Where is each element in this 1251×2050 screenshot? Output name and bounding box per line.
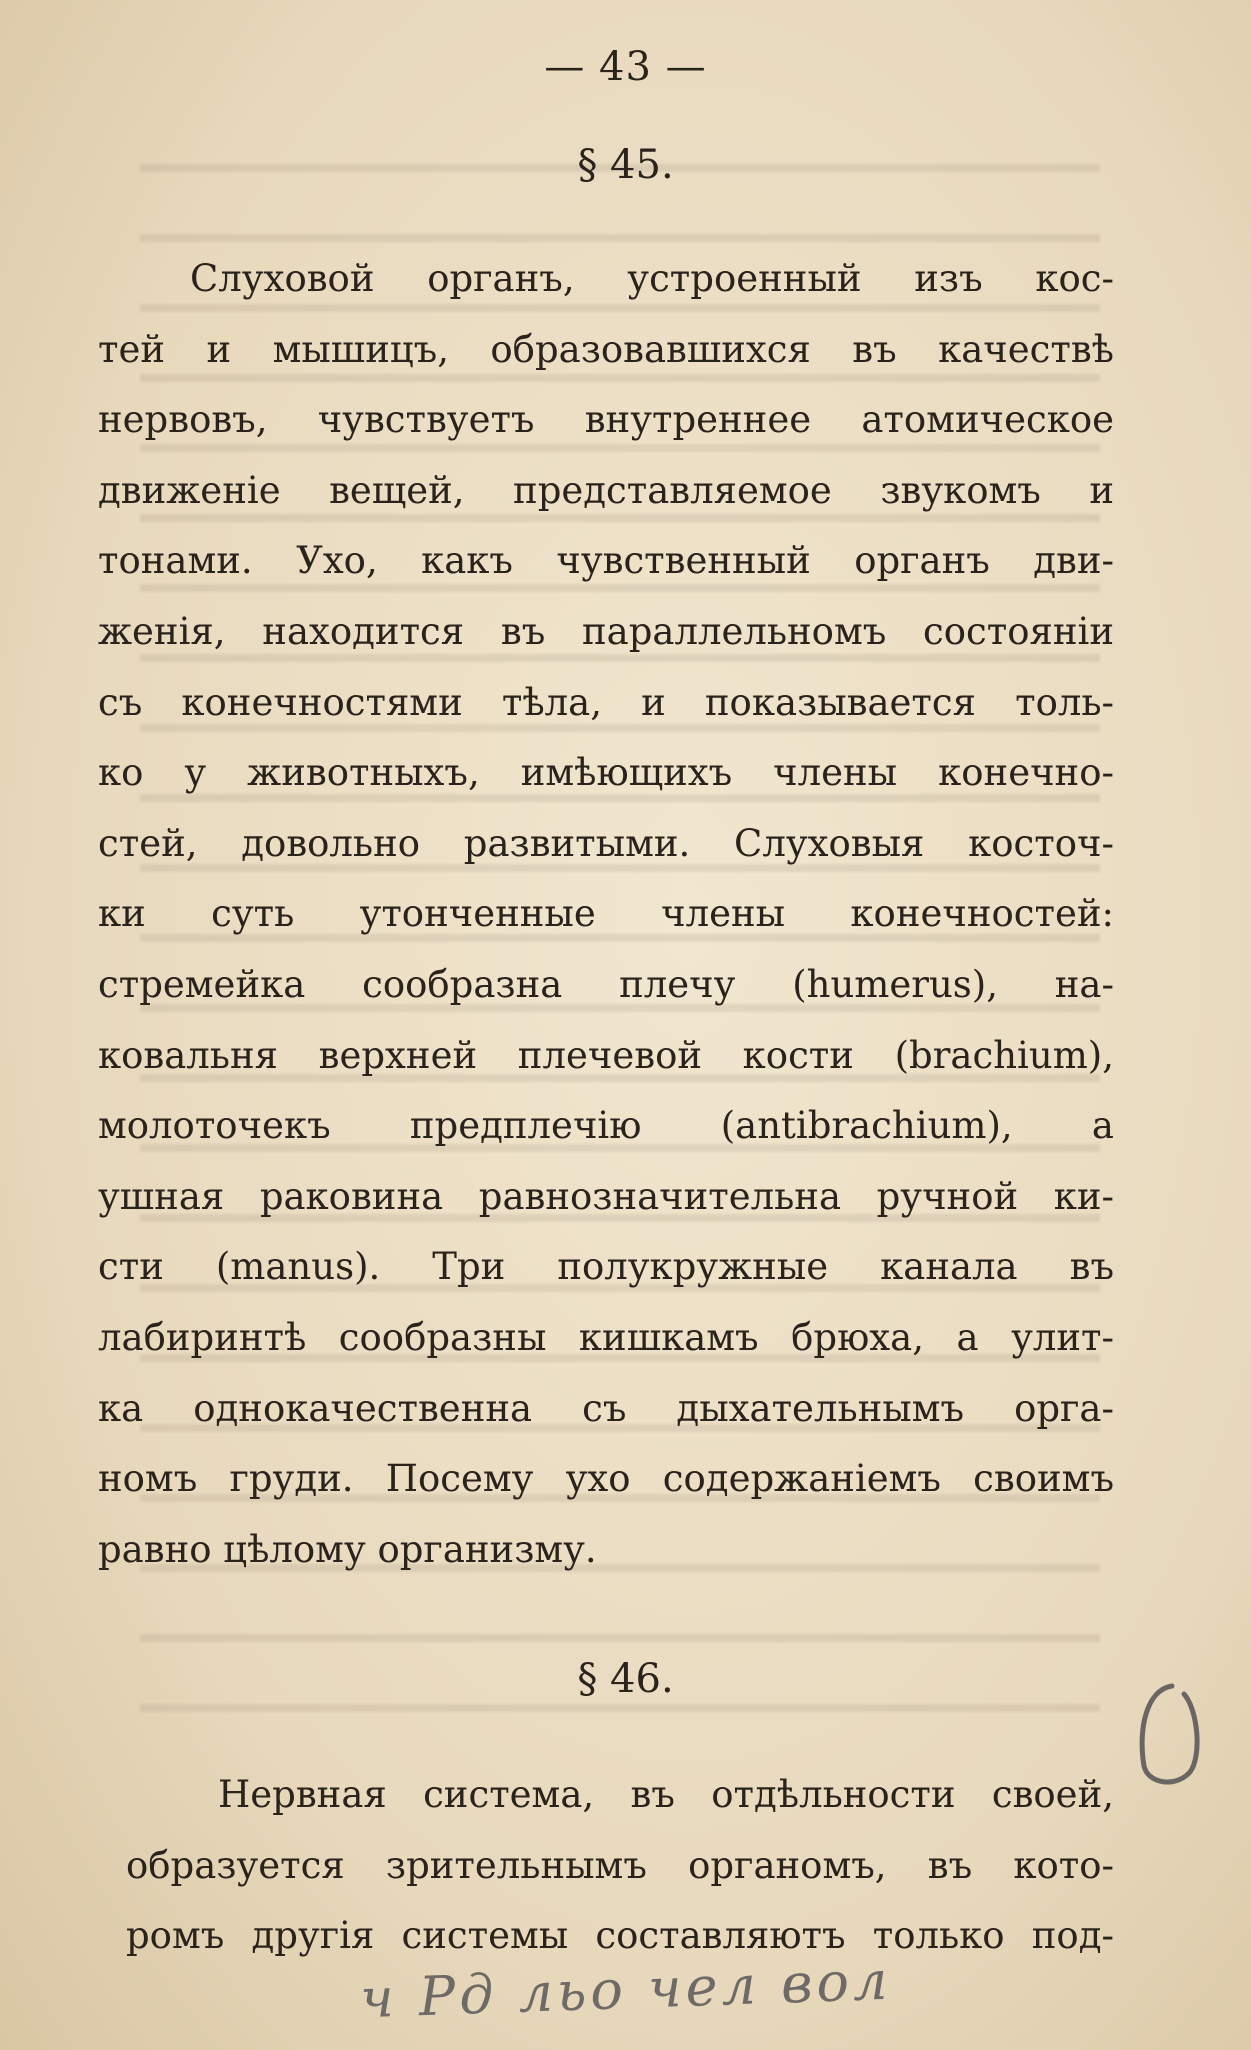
text-line: ки суть утонченные члены конечностей: [98,892,1114,936]
text-line: ушная раковина равнозначительна ручной ки- [98,1174,1114,1218]
handwritten-note: ч Рд льо чел вол [359,1948,893,2031]
text-line: сти (manus). Три полукружные канала въ [98,1245,1114,1289]
text-line: образуется зрительнымъ органомъ, въ кото- [126,1843,1114,1887]
text-line: ка однокачественна съ дыхательнымъ орга- [98,1386,1114,1430]
text-line: движенie вещей, представляемое звукомъ и [98,468,1114,512]
text-line: номъ груди. Посему ухо содержанiемъ своимъ [98,1457,1114,1501]
text-line: тонами. Ухо, какъ чувственный органъ дви- [98,539,1114,583]
text-line: лабиринтѣ сообразны кишкамъ брюха, а улит- [98,1315,1114,1359]
section-heading-46: § 46. [577,1656,674,1702]
text-line: стей, довольно развитыми. Слуховыя косточ- [98,821,1114,865]
text-line: женiя, находится въ параллельномъ состоянiи [98,609,1114,653]
text-line: тей и мышицъ, образовавшихся въ качествѣ [98,327,1114,371]
text-line: стремейка сообразна плечу (humerus), на- [98,962,1114,1006]
text-line: Слуховой органъ, устроенный изъ кос- [190,257,1114,300]
text-line: нервовъ, чувствуетъ внутреннее атомическое [98,398,1114,442]
text-line: ковальня верхней плечевой кости (brachium), [98,1033,1114,1077]
paragraph-section-45 [98,244,1114,1585]
text-line: молоточекъ предплечiю (antibrachium), а [98,1104,1114,1148]
margin-pencil-mark [1132,1680,1202,1792]
text-line: Нервная система, въ отдѣльности своей, [218,1773,1114,1816]
page-number: — 43 — [544,44,707,90]
text-line: ко у животныхъ, имѣющихъ члены конечно- [98,751,1114,795]
text-line: ромъ другiя системы составляютъ только под- [126,1914,1114,1958]
section-heading-45: § 45. [577,142,674,188]
paragraph-section-46 [126,1760,1114,1972]
text-line: равно цѣлому организму. [98,1527,597,1571]
text-line: съ конечностями тѣла, и показывается толь- [98,680,1114,724]
